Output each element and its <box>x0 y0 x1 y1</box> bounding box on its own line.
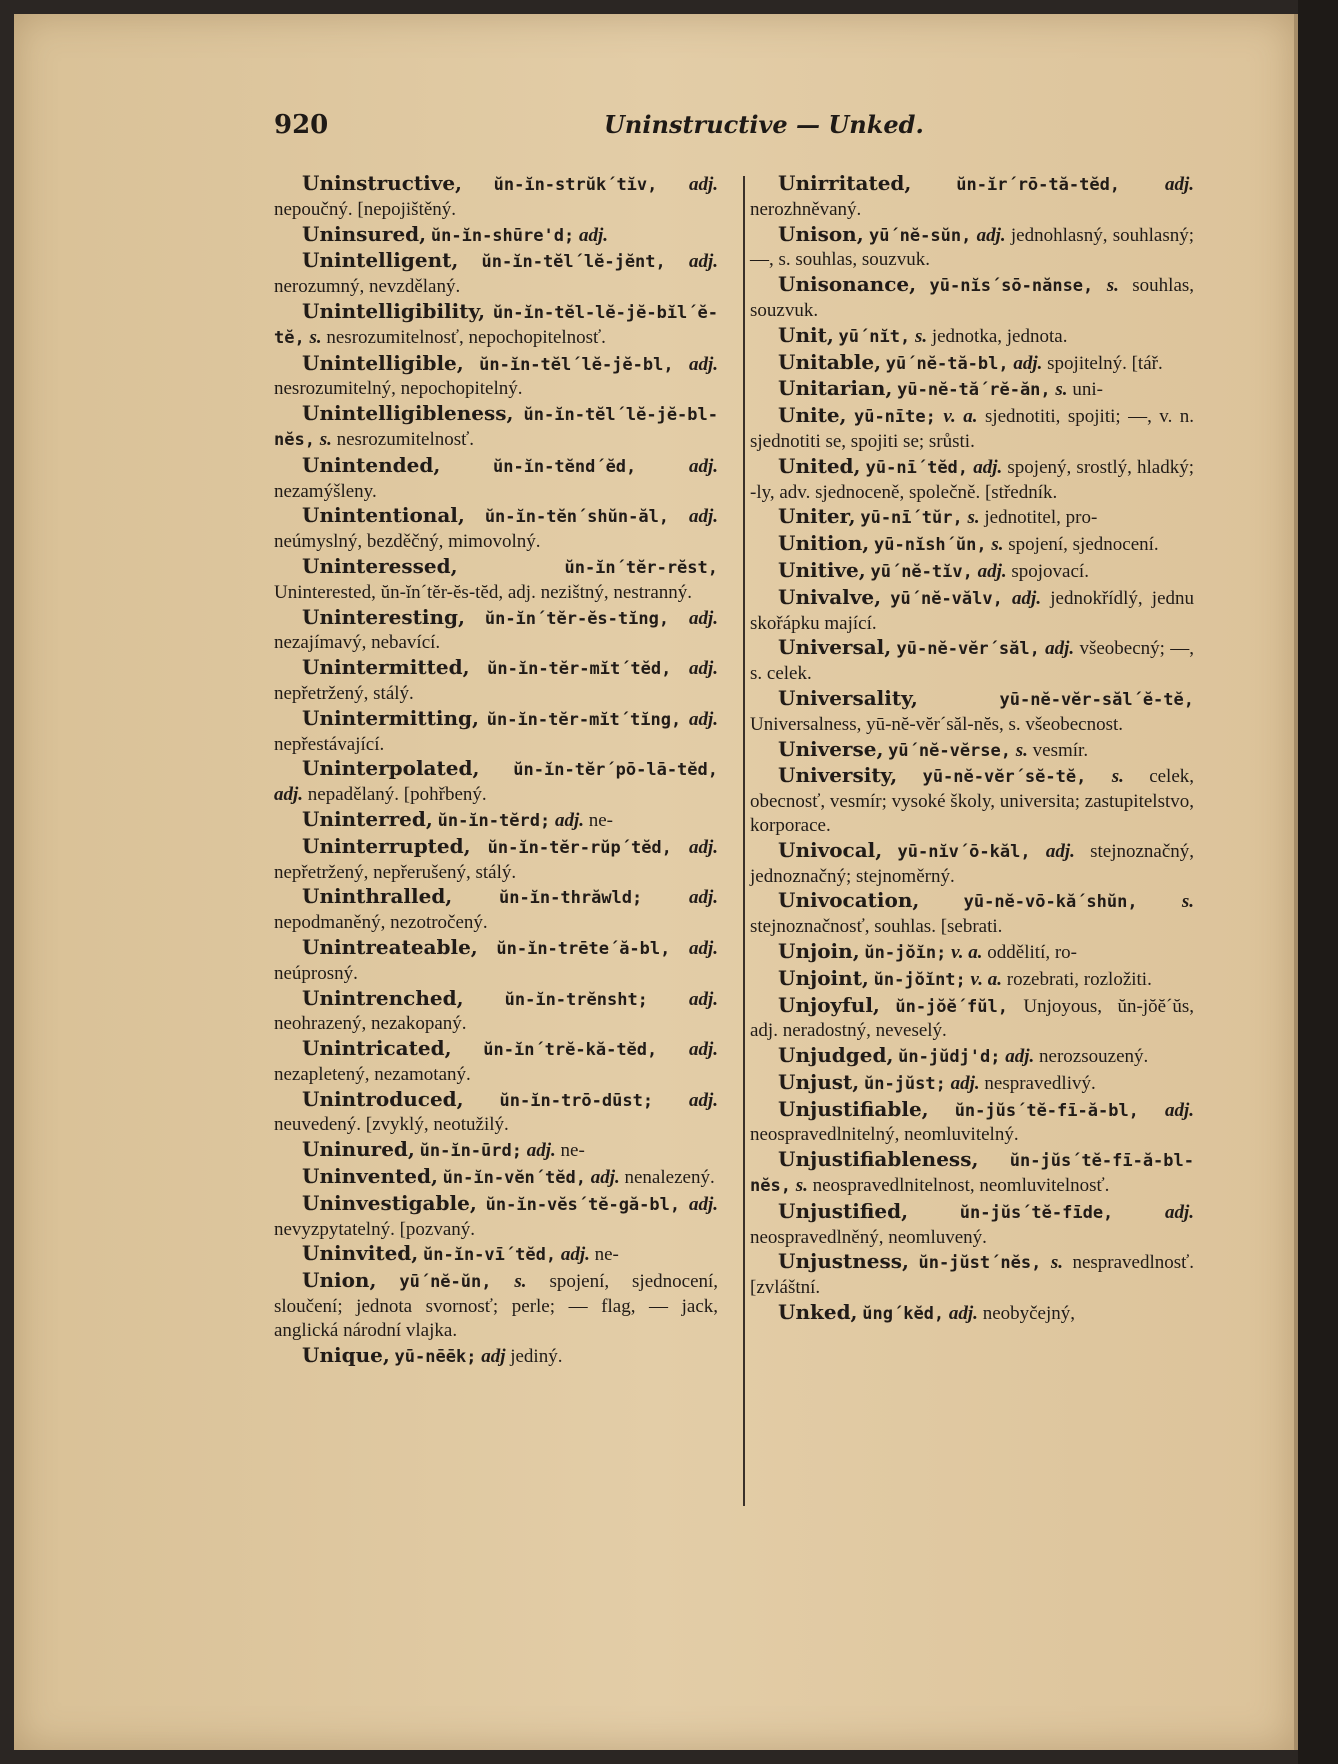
definition: nevyzpytatelný. [pozvaný. <box>274 1218 476 1240</box>
headword: Unique, <box>302 1342 390 1367</box>
part-of-speech: v. a. <box>951 941 983 963</box>
definition: nenalezený. <box>624 1167 715 1189</box>
dictionary-entry <box>750 223 1194 273</box>
definition: spojení, sjednocení. <box>1008 534 1159 556</box>
pronunciation: ŭn-ĭn-tĕl´lĕ-jĕ-bl-nĕs, <box>274 405 718 450</box>
dictionary-entry <box>750 636 1194 686</box>
part-of-speech: adj. <box>1005 1046 1035 1068</box>
dictionary-entry <box>274 402 718 453</box>
part-of-speech: adj. <box>590 1167 620 1189</box>
part-of-speech: adj. <box>688 506 719 528</box>
part-of-speech: adj. <box>1013 352 1043 374</box>
dictionary-entry <box>750 324 1194 350</box>
definition: ne- <box>560 1140 585 1162</box>
headword: Uninteresting, <box>302 604 465 629</box>
dictionary-entry <box>274 352 718 402</box>
pronunciation: ŭn-ĭn-trō-dūst; <box>499 1090 654 1111</box>
dictionary-entry <box>274 987 718 1037</box>
definition: oddělití, ro- <box>987 941 1077 963</box>
headword: Unintentional, <box>302 503 465 528</box>
part-of-speech: adj. <box>1012 587 1042 609</box>
part-of-speech: s. <box>1181 891 1195 913</box>
part-of-speech: adj. <box>560 1244 590 1266</box>
definition: Uninterested, ŭn-ĭn´tĕr-ĕs-tĕd, adj. nezištný, nestranný. <box>274 581 693 603</box>
headword: Uninstructive, <box>302 171 463 195</box>
definition: neohrazený, nezakopaný. <box>274 1013 467 1035</box>
part-of-speech: s. <box>1106 275 1119 297</box>
pronunciation: ŭn-jŏĭnt; <box>873 969 966 990</box>
part-of-speech: adj. <box>688 251 718 273</box>
pronunciation: yū´nĕ-vĕrse, <box>888 740 1011 761</box>
part-of-speech: adj. <box>688 988 719 1010</box>
page-header <box>274 110 1114 150</box>
headword: Union, <box>302 1268 377 1293</box>
pronunciation: yū´nĭt, <box>838 326 911 347</box>
headword: Unitable, <box>778 349 882 374</box>
pronunciation: yū´nĕ-vălv, <box>890 588 1003 609</box>
headword: United, <box>778 453 861 478</box>
headword: Univalve, <box>778 584 882 609</box>
definition: spojitelný. [tář. <box>1047 352 1163 374</box>
part-of-speech: adj. <box>688 708 719 730</box>
dictionary-entry <box>750 273 1194 323</box>
pronunciation: ŭn-ĭn-tĕnd´ĕd, <box>492 456 637 477</box>
pronunciation: yū´nĕ-sŭn, <box>868 225 972 246</box>
part-of-speech: adj. <box>688 174 719 195</box>
pronunciation: yū-nī´tĕd, <box>865 457 969 478</box>
dictionary-entry <box>750 1301 1194 1327</box>
dictionary-entry <box>750 967 1194 993</box>
part-of-speech: adj <box>481 1345 506 1367</box>
definition: všeobecný; —, s. celek. <box>750 638 1194 685</box>
definition: nepřestávající. <box>274 733 385 755</box>
dictionary-entry <box>274 808 718 834</box>
headword: Uninteressed, <box>302 553 458 578</box>
part-of-speech: adj. <box>948 1303 978 1325</box>
dictionary-entry <box>750 586 1194 636</box>
headword: Uninterred, <box>302 806 433 831</box>
headword: Unintermitted, <box>302 655 470 680</box>
headword: Unjudged, <box>778 1043 894 1068</box>
headword: Unirritated, <box>778 171 912 195</box>
pronunciation: yū-nī´tŭr, <box>860 508 963 529</box>
definition: jednotitel, pro- <box>984 507 1098 529</box>
definition: neospravedlněný, neomluvený. <box>750 1226 987 1248</box>
pronunciation: ŭn-ĭn-tĕn´shŭn-ăl, <box>484 507 670 528</box>
part-of-speech: adj. <box>688 1193 718 1215</box>
part-of-speech: adj. <box>274 784 304 806</box>
headword: Unisonance, <box>778 272 917 297</box>
pronunciation: ŭn-jŏĭn; <box>864 942 947 963</box>
headword: Unintroduced, <box>302 1086 464 1111</box>
headword: Unintelligible, <box>302 350 464 375</box>
definition: ne- <box>594 1244 619 1266</box>
part-of-speech: adj. <box>1045 638 1075 660</box>
pronunciation: yū´nĕ-ŭn, <box>399 1272 492 1293</box>
dictionary-entry <box>274 1138 718 1164</box>
part-of-speech: adj. <box>688 836 719 858</box>
pronunciation: ŭn-ĭn-tĕr´pō-lā-tĕd, <box>513 760 718 781</box>
headword: Unintelligibility, <box>302 298 486 323</box>
headword: Uninterrupted, <box>302 833 471 858</box>
definition: uni- <box>1072 379 1103 401</box>
headword: Unit, <box>778 322 834 347</box>
part-of-speech: adj. <box>688 353 719 375</box>
pronunciation: yū-nĕ-vĕr´săl, <box>896 639 1040 660</box>
pronunciation: ŭng´kĕd, <box>862 1304 945 1325</box>
definition: celek, obecnosť, vesmír; vysoké školy, universita; zastupitelstvo, korporace. <box>750 766 1195 836</box>
dictionary-entry <box>274 936 718 986</box>
pronunciation: ŭn-ĭn-vĕn´tĕd, <box>442 1168 586 1189</box>
right-column <box>750 172 1194 1328</box>
dictionary-entry <box>274 1088 718 1138</box>
dictionary-entry <box>750 1200 1194 1250</box>
headword: Unintreateable, <box>302 934 478 959</box>
definition: nepoučný. [nepojištěný. <box>274 198 457 220</box>
headword: Univocation, <box>778 888 920 913</box>
dictionary-entry <box>274 223 718 249</box>
definition: nesrozumitelnosť. <box>336 428 475 450</box>
definition: nerozsouzený. <box>1039 1046 1149 1068</box>
dictionary-entry <box>274 504 718 554</box>
dictionary-entry <box>274 454 718 504</box>
definition: stejnoznačný, jednoznačný; stejnoměrný. <box>750 840 1195 887</box>
headword: Unjoint, <box>778 965 869 990</box>
part-of-speech: s. <box>991 534 1004 556</box>
pronunciation: ŭn-ĭn-tĕl´lĕ-jĕnt, <box>481 252 666 273</box>
dictionary-entry <box>750 940 1194 966</box>
pronunciation: ŭn-jŏĕ´fŭl, <box>895 996 1008 1017</box>
pronunciation: yū-nĕ-tă´rĕ-ăn, <box>897 380 1051 401</box>
dictionary-entry <box>274 300 718 351</box>
definition: spojovací. <box>1011 560 1089 582</box>
headword: Unjust, <box>778 1069 860 1094</box>
part-of-speech: adj. <box>973 456 1003 478</box>
dictionary-entry <box>274 606 718 656</box>
definition: nepřetržený, nepřerušený, stálý. <box>274 861 517 883</box>
definition: nerozhněvaný. <box>750 198 862 220</box>
definition: nepodmaněný, nezotročený. <box>274 912 488 934</box>
part-of-speech: s. <box>309 326 322 348</box>
definition: nepřetržený, stálý. <box>274 682 414 704</box>
definition: neobyčejný, <box>982 1303 1076 1325</box>
part-of-speech: adj. <box>688 1089 718 1111</box>
pronunciation: ŭn-ĭn-tĕr-mĭt´tĭng, <box>486 709 682 730</box>
headword: Uniter, <box>778 504 856 529</box>
part-of-speech: adj. <box>1045 840 1075 862</box>
part-of-speech: s. <box>1050 1252 1063 1274</box>
pronunciation: ŭn-ĭn´tĕr-ĕs-tĭng, <box>484 608 670 629</box>
part-of-speech: s. <box>914 325 928 347</box>
definition: rozebrati, rozložiti. <box>1006 968 1152 990</box>
pronunciation: ŭn-ĭn´tĕr-rĕst, <box>564 557 718 578</box>
part-of-speech: s. <box>1111 766 1124 788</box>
dictionary-entry <box>750 455 1194 505</box>
headword: Unintelligibleness, <box>302 401 514 426</box>
part-of-speech: adj. <box>526 1140 556 1162</box>
definition: neuvedený. [zvyklý, neotužilý. <box>274 1114 509 1136</box>
part-of-speech: adj. <box>688 607 719 629</box>
dictionary-entry <box>750 377 1194 403</box>
dictionary-entry <box>750 738 1194 764</box>
definition: jednokřídlý, jednu skořápku mající. <box>750 587 1195 634</box>
definition: sjednotiti, spojiti; —, v. n. sjednotiti se, spojiti se; srůsti. <box>750 406 1195 452</box>
headword: Unintricated, <box>302 1036 452 1061</box>
dictionary-entry <box>750 839 1194 889</box>
part-of-speech: adj. <box>976 224 1006 246</box>
dictionary-entry <box>274 1192 718 1242</box>
part-of-speech: s. <box>1055 379 1068 401</box>
headword: Uninthralled, <box>302 884 453 909</box>
dictionary-entry <box>750 559 1194 585</box>
definition: Unjoyous, ŭn-jŏĕ´ŭs, adj. neradostný, neveselý. <box>750 995 1194 1042</box>
dictionary-entry <box>750 1044 1194 1070</box>
pronunciation: yū-nĕ-vĕr-săl´ĕ-tĕ, <box>999 689 1194 710</box>
part-of-speech: adj. <box>1164 174 1194 195</box>
headword: Unitarian, <box>778 376 893 401</box>
dictionary-entry <box>750 505 1194 531</box>
headword: Uninvented, <box>302 1164 438 1189</box>
dictionary-entry <box>274 1165 718 1191</box>
pronunciation: ŭn-ĭr´rō-tă-tĕd, <box>956 175 1121 195</box>
headword: Universality, <box>778 685 918 710</box>
dictionary-entry <box>274 1269 718 1342</box>
definition: nezajímavý, nebavící. <box>274 632 441 654</box>
pronunciation: ŭn-ĭn-ūrd; <box>419 1141 522 1162</box>
definition: Universalness, yū-nĕ-vĕr´săl-nĕs, s. všeobecnost. <box>750 713 1124 735</box>
pronunciation: ŭn-ĭn-tĕl-lĕ-jĕ-bĭl´ĕ-tĕ, <box>274 302 718 348</box>
definition: vesmír. <box>1032 739 1089 761</box>
dictionary-entry <box>750 351 1194 377</box>
headword: Unite, <box>778 403 847 428</box>
dictionary-entry <box>750 1071 1194 1097</box>
headword: Univocal, <box>778 837 883 862</box>
pronunciation: yū-nĭv´ō-kăl, <box>897 841 1031 862</box>
dictionary-entry <box>274 1037 718 1087</box>
dictionary-entry <box>274 707 718 757</box>
definition: neúprosný. <box>274 962 358 984</box>
part-of-speech: s. <box>1015 739 1028 761</box>
definition: nespravedlivý. <box>984 1072 1096 1094</box>
pronunciation: ŭn-ĭn-tĕr-mĭt´tĕd, <box>487 659 672 680</box>
headword: Unjustness, <box>778 1249 910 1274</box>
dictionary-entry <box>274 656 718 706</box>
part-of-speech: adj. <box>688 455 719 477</box>
pronunciation: ŭn-jŭs´tĕ-fī-ă-bl-nĕs, <box>750 1151 1194 1197</box>
left-column <box>274 172 718 1370</box>
part-of-speech: adj. <box>688 887 718 909</box>
dictionary-entry <box>750 532 1194 558</box>
pronunciation: yū-nĕ-vō-kă´shŭn, <box>963 892 1138 913</box>
part-of-speech: s. <box>795 1175 808 1197</box>
dictionary-entry <box>274 1344 718 1370</box>
dictionary-entry <box>750 1148 1194 1199</box>
part-of-speech: s. <box>514 1271 527 1293</box>
pronunciation: yū-nīte; <box>853 407 936 428</box>
definition: neospravedlnitelný, neomluvitelný. <box>750 1124 1019 1146</box>
headword: Unintelligent, <box>302 248 459 273</box>
pronunciation: yū-nĕ-vĕr´sĕ-tĕ, <box>922 767 1087 788</box>
dictionary-entry <box>750 889 1194 939</box>
headword: Unition, <box>778 531 870 556</box>
part-of-speech: adj. <box>688 1039 719 1061</box>
page-edge-shadow <box>1298 0 1338 1764</box>
headword: Unintended, <box>302 452 441 477</box>
definition: spojený, srostlý, hladký; -ly, adv. sjednoceně, společně. [středník. <box>750 456 1195 503</box>
part-of-speech: s. <box>967 507 980 529</box>
definition: jednohlasný, souhlasný; —, s. souhlas, souzvuk. <box>750 224 1194 271</box>
dictionary-entry <box>274 1242 718 1268</box>
pronunciation: ŭn-ĭn-thrăwld; <box>498 888 643 909</box>
definition: nezapletený, nezamotaný. <box>274 1063 471 1085</box>
headword: Uninterpolated, <box>302 756 480 781</box>
headword: University, <box>778 763 898 788</box>
pronunciation: yū´nĕ-tĭv, <box>870 561 973 582</box>
definition: souhlas, souzvuk. <box>750 275 1195 321</box>
dictionary-entry <box>750 404 1194 454</box>
pronunciation: ŭn-ĭn-tĕr-rŭp´tĕd, <box>487 837 672 858</box>
dictionary-entry <box>274 835 718 885</box>
dictionary-entry <box>274 172 718 222</box>
part-of-speech: adj. <box>1164 1099 1195 1121</box>
definition: neospravedlnitelnost, neomluvitelnosť. <box>812 1175 1110 1197</box>
part-of-speech: adj. <box>578 224 608 246</box>
definition: nespravedlnosť. [zvláštní. <box>750 1252 1195 1299</box>
pronunciation: ŭn-ĭn-vī´tĕd, <box>423 1245 557 1266</box>
part-of-speech: s. <box>319 428 332 450</box>
pronunciation: ŭn-jŭst´nĕs, <box>918 1253 1042 1274</box>
definition: nesrozumitelný, nepochopitelný. <box>274 378 523 400</box>
pronunciation: ŭn-ĭn-tĕl´lĕ-jĕ-bl, <box>479 354 674 375</box>
definition: nepadělaný. [pohřbený. <box>307 784 487 806</box>
page-number: 920 <box>274 110 329 140</box>
headword: Unjustifiable, <box>778 1096 929 1121</box>
pronunciation: yū-nēēk; <box>394 1346 477 1367</box>
part-of-speech: adj. <box>1164 1201 1195 1223</box>
column-divider <box>743 176 745 1506</box>
definition: neúmyslný, bezděčný, mimovolný. <box>274 531 541 553</box>
pronunciation: ŭn-ĭn-shūre'd; <box>430 225 575 246</box>
pronunciation: ŭn-ĭn-trĕnsht; <box>504 989 648 1010</box>
headword: Unjoin, <box>778 938 860 963</box>
dictionary-entry <box>274 249 718 299</box>
pronunciation: yū-nĭs´sō-nănse, <box>929 276 1094 297</box>
headword: Unked, <box>778 1300 858 1325</box>
definition: nezamýšleny. <box>274 480 377 502</box>
definition: nesrozumitelnosť, nepochopitelnosť. <box>326 326 606 348</box>
headword: Unjoyful, <box>778 992 880 1017</box>
dictionary-entry <box>750 1250 1194 1300</box>
headword: Universal, <box>778 635 892 660</box>
pronunciation: yū-nĭsh´ŭn, <box>874 535 987 556</box>
dictionary-entry <box>750 764 1194 837</box>
dictionary-entry <box>750 994 1194 1044</box>
pronunciation: ŭn-ĭn´trĕ-kă-tĕd, <box>483 1040 658 1061</box>
part-of-speech: v. a. <box>970 968 1003 990</box>
headword: Uninvestigable, <box>302 1190 477 1215</box>
headword: Uninsured, <box>302 221 427 246</box>
dictionary-entry <box>274 555 718 605</box>
headword: Unjustified, <box>778 1198 909 1223</box>
pronunciation: ŭn-jŭs´tĕ-fīde, <box>959 1202 1114 1223</box>
pronunciation: yū´nĕ-tă-bl, <box>885 353 1009 374</box>
pronunciation: ŭn-jŭdj'd; <box>898 1047 1001 1068</box>
part-of-speech: adj. <box>950 1072 980 1094</box>
dictionary-entry <box>750 687 1194 737</box>
headword: Uninured, <box>302 1137 415 1162</box>
pronunciation: ŭn-jŭs´tĕ-fī-ă-bl, <box>954 1100 1139 1121</box>
dictionary-entry <box>750 1098 1194 1148</box>
pronunciation: ŭn-ĭn-strŭk´tĭv, <box>493 175 658 195</box>
definition: jediný. <box>510 1345 563 1367</box>
pronunciation: ŭn-jŭst; <box>863 1073 946 1094</box>
part-of-speech: v. a. <box>943 406 978 428</box>
dictionary-entry <box>274 885 718 935</box>
headword: Unintrenched, <box>302 985 464 1010</box>
definition: stejnoznačnosť, souhlas. [sebrati. <box>750 916 1003 938</box>
headword: Unison, <box>778 221 864 246</box>
dictionary-entry <box>750 172 1194 222</box>
headword: Unintermitting, <box>302 705 479 730</box>
part-of-speech: adj. <box>554 809 584 831</box>
definition: spojení, sjednocení, sloučení; jednota svornosť; perle; — flag, — jack, anglická národní vlajka. <box>274 1271 719 1341</box>
part-of-speech: adj. <box>688 937 718 959</box>
definition: jednotka, jednota. <box>931 325 1068 347</box>
running-head: Uninstructive — Unked. <box>604 110 924 139</box>
definition: nerozumný, nevzdělaný. <box>274 276 461 298</box>
pronunciation: ŭn-ĭn-tĕrd; <box>437 810 551 831</box>
headword: Unjustifiableness, <box>778 1147 979 1172</box>
pronunciation: ŭn-ĭn-vĕs´tĕ-gă-bl, <box>485 1194 681 1215</box>
pronunciation: ŭn-ĭn-trēte´ă-bl, <box>496 938 671 959</box>
dictionary-entry <box>274 757 718 807</box>
headword: Universe, <box>778 736 884 761</box>
part-of-speech: adj. <box>977 560 1007 582</box>
headword: Unitive, <box>778 557 866 582</box>
headword: Uninvited, <box>302 1241 419 1266</box>
definition: ne- <box>588 809 613 831</box>
part-of-speech: adj. <box>688 658 719 680</box>
